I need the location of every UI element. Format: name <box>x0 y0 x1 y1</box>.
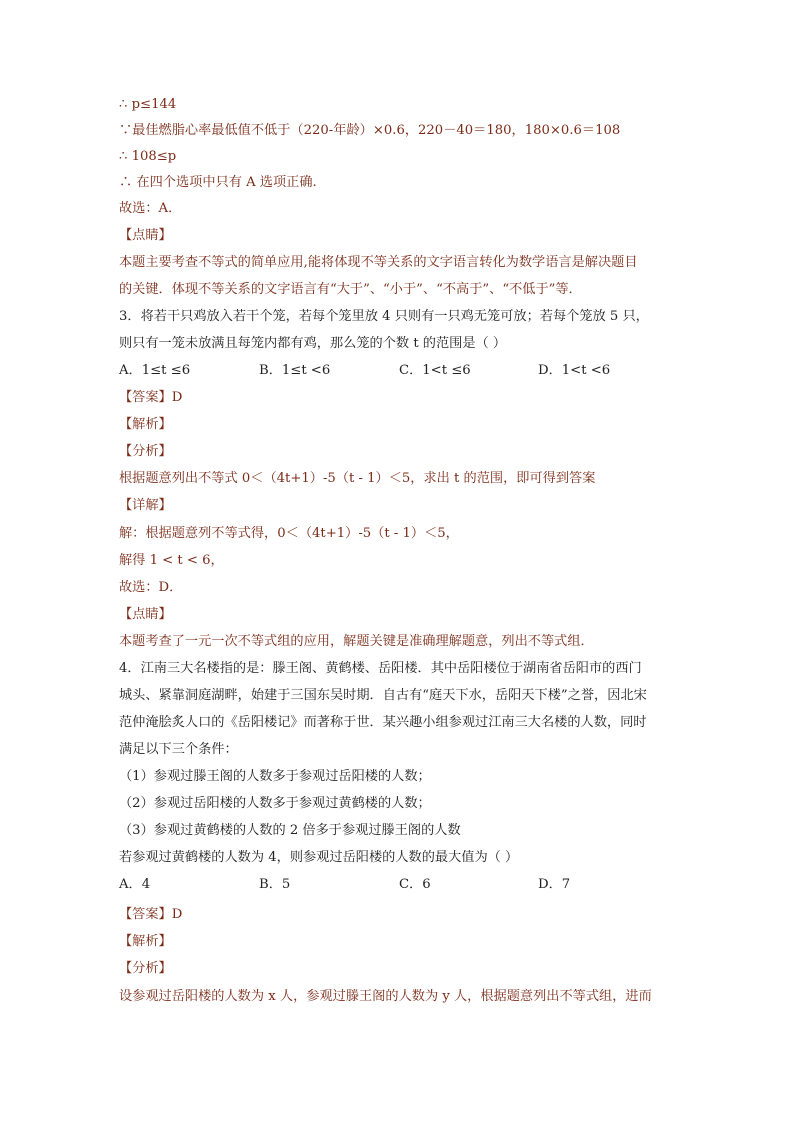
question-4-options <box>119 871 689 898</box>
section-heading: 【解析】 <box>119 934 172 949</box>
text-line: 故选：A． <box>119 201 182 216</box>
question-3-options <box>119 357 689 384</box>
option-c: C．1<t ≤6 <box>399 363 471 378</box>
text-line: 解得 1 < t < 6， <box>119 553 224 568</box>
section-heading: 【点睛】 <box>119 607 172 622</box>
option-b: B．5 <box>259 877 291 892</box>
section-heading: 【分析】 <box>119 444 172 459</box>
text-line: ∵最佳燃脂心率最低值不低于（220-年龄）×0.6，220－40＝180，180×0.6＝108 <box>119 123 621 138</box>
answer-heading: 【答案】D <box>119 907 183 922</box>
answer-heading: 【答案】D <box>119 390 183 405</box>
section-heading: 【分析】 <box>119 961 172 976</box>
text-line: 故选：D． <box>119 580 183 595</box>
question-4-line: （2）参观过岳阳楼的人数多于参观过黄鹤楼的人数； <box>119 796 431 811</box>
text-line: 设参观过岳阳楼的人数为 x 人，参观过滕王阁的人数为 y 人，根据题意列出不等式组，进而 <box>119 989 652 1004</box>
question-4-line: （3）参观过黄鹤楼的人数的 2 倍多于参观过滕王阁的人数 <box>119 823 461 838</box>
option-a: A．4 <box>119 877 151 892</box>
text-line: 的关键．体现不等关系的文字语言有“大于”、“小于”、“不高于”、“不低于”等． <box>119 282 582 297</box>
section-heading: 【详解】 <box>119 498 172 513</box>
question-4-line: 城头、紧靠洞庭湖畔，始建于三国东吴时期．自古有“庭天下水，岳阳天下楼”之誉，因北宋 <box>119 688 647 703</box>
option-c: C．6 <box>399 877 431 892</box>
text-line: 解：根据题意列不等式得，0＜（4t+1）-5（t - 1）＜5， <box>119 526 459 541</box>
question-3-line: 3．将若干只鸡放入若干个笼，若每个笼里放 4 只则有一只鸡无笼可放；若每个笼放 5 只， <box>119 309 649 324</box>
text-line: ∴ 108≤p <box>119 149 177 164</box>
option-d: D．1<t <6 <box>538 363 611 378</box>
question-4-line: 满足以下三个条件： <box>119 742 238 757</box>
text-line: 根据题意列出不等式 0＜（4t+1）-5（t - 1）＜5，求出 t 的范围，即可得到答案 <box>119 471 596 486</box>
question-4-line: 若参观过黄鹤楼的人数为 4，则参观过岳阳楼的人数的最大值为（ ） <box>119 850 519 865</box>
text-line: 本题考查了一元一次不等式组的应用，解题关键是准确理解题意，列出不等式组． <box>119 634 594 649</box>
option-d: D．7 <box>538 877 571 892</box>
section-heading: 【点睛】 <box>119 228 172 243</box>
question-4-line: 4．江南三大名楼指的是：滕王阁、黄鹤楼、岳阳楼．其中岳阳楼位于湖南省岳阳市的西门 <box>119 661 642 676</box>
question-4-line: 范仲淹脍炙人口的《岳阳楼记》而著称于世．某兴趣小组参观过江南三大名楼的人数，同时 <box>119 715 647 730</box>
question-4-line: （1）参观过滕王阁的人数多于参观过岳阳楼的人数； <box>119 769 431 784</box>
option-b: B．1≤t <6 <box>259 363 331 378</box>
text-line: ∴ 在四个选项中只有 A 选项正确. <box>119 175 317 190</box>
text-line: ∴ p≤144 <box>119 97 177 112</box>
question-3-line: 则只有一笼未放满且每笼内都有鸡，那么笼的个数 t 的范围是（ ） <box>119 336 507 351</box>
section-heading: 【解析】 <box>119 417 172 432</box>
option-a: A．1≤t ≤6 <box>119 363 191 378</box>
text-line: 本题主要考查不等式的简单应用,能将体现不等关系的文字语言转化为数学语言是解决题目 <box>119 255 638 270</box>
